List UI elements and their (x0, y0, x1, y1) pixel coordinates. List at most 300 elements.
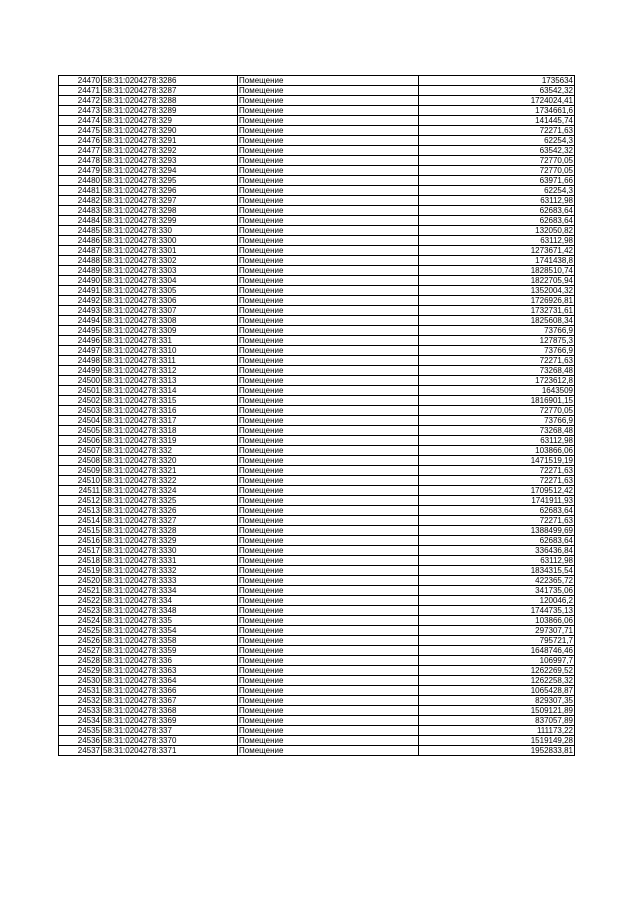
cadastral-number: 58:31:0204278:3348 (102, 606, 238, 616)
object-type: Помещение (238, 446, 419, 456)
cadastral-number: 58:31:0204278:3298 (102, 206, 238, 216)
object-type: Помещение (238, 726, 419, 736)
table-row (59, 126, 575, 136)
cadastral-number: 58:31:0204278:3334 (102, 586, 238, 596)
row-number: 24536 (59, 736, 102, 746)
object-type: Помещение (238, 206, 419, 216)
table-row (59, 466, 575, 476)
cadastral-value: 1834315,54 (419, 566, 575, 576)
cadastral-value: 837057,89 (419, 716, 575, 726)
cadastral-number: 58:31:0204278:3331 (102, 556, 238, 566)
cadastral-value: 1726926,81 (419, 296, 575, 306)
cadastral-value: 422365,72 (419, 576, 575, 586)
table-row (59, 606, 575, 616)
object-type: Помещение (238, 556, 419, 566)
cadastral-number: 58:31:0204278:3318 (102, 426, 238, 436)
cadastral-value: 297307,71 (419, 626, 575, 636)
cadastral-number: 58:31:0204278:332 (102, 446, 238, 456)
cadastral-value: 63542,32 (419, 86, 575, 96)
object-type: Помещение (238, 176, 419, 186)
table-row (59, 616, 575, 626)
cadastral-number: 58:31:0204278:3332 (102, 566, 238, 576)
object-type: Помещение (238, 546, 419, 556)
table-row (59, 526, 575, 536)
table-row (59, 106, 575, 116)
cadastral-number: 58:31:0204278:3288 (102, 96, 238, 106)
row-number: 24517 (59, 546, 102, 556)
object-type: Помещение (238, 496, 419, 506)
row-number: 24510 (59, 476, 102, 486)
object-type: Помещение (238, 516, 419, 526)
row-number: 24486 (59, 236, 102, 246)
row-number: 24514 (59, 516, 102, 526)
table-row (59, 586, 575, 596)
table-row (59, 236, 575, 246)
cadastral-value: 1734661,6 (419, 106, 575, 116)
row-number: 24531 (59, 686, 102, 696)
cadastral-number: 58:31:0204278:337 (102, 726, 238, 736)
object-type: Помещение (238, 606, 419, 616)
row-number: 24473 (59, 106, 102, 116)
table-row (59, 116, 575, 126)
object-type: Помещение (238, 296, 419, 306)
cadastral-number: 58:31:0204278:336 (102, 656, 238, 666)
cadastral-value: 73268,48 (419, 426, 575, 436)
cadastral-value: 141445,74 (419, 116, 575, 126)
table-row (59, 376, 575, 386)
cadastral-number: 58:31:0204278:3309 (102, 326, 238, 336)
object-type: Помещение (238, 616, 419, 626)
cadastral-number: 58:31:0204278:3321 (102, 466, 238, 476)
cadastral-number: 58:31:0204278:3320 (102, 456, 238, 466)
object-type: Помещение (238, 416, 419, 426)
row-number: 24502 (59, 396, 102, 406)
cadastral-number: 58:31:0204278:3297 (102, 196, 238, 206)
object-type: Помещение (238, 346, 419, 356)
object-type: Помещение (238, 686, 419, 696)
cadastral-number: 58:31:0204278:3324 (102, 486, 238, 496)
cadastral-number: 58:31:0204278:3307 (102, 306, 238, 316)
cadastral-value: 1822705,94 (419, 276, 575, 286)
row-number: 24488 (59, 256, 102, 266)
row-number: 24496 (59, 336, 102, 346)
row-number: 24530 (59, 676, 102, 686)
cadastral-number: 58:31:0204278:3303 (102, 266, 238, 276)
table-row (59, 256, 575, 266)
table-row (59, 736, 575, 746)
cadastral-value: 72271,63 (419, 476, 575, 486)
cadastral-number: 58:31:0204278:3304 (102, 276, 238, 286)
object-type: Помещение (238, 466, 419, 476)
table-row (59, 366, 575, 376)
row-number: 24512 (59, 496, 102, 506)
cadastral-value: 132050,82 (419, 226, 575, 236)
table-row (59, 266, 575, 276)
cadastral-number: 58:31:0204278:3329 (102, 536, 238, 546)
table-row (59, 666, 575, 676)
table-row (59, 596, 575, 606)
cadastral-value: 1648746,46 (419, 646, 575, 656)
row-number: 24509 (59, 466, 102, 476)
object-type: Помещение (238, 646, 419, 656)
cadastral-number: 58:31:0204278:3316 (102, 406, 238, 416)
object-type: Помещение (238, 256, 419, 266)
cadastral-value: 63112,98 (419, 196, 575, 206)
row-number: 24489 (59, 266, 102, 276)
object-type: Помещение (238, 76, 419, 86)
row-number: 24533 (59, 706, 102, 716)
object-type: Помещение (238, 386, 419, 396)
cadastral-value: 73766,9 (419, 346, 575, 356)
object-type: Помещение (238, 136, 419, 146)
cadastral-table (58, 75, 575, 756)
row-number: 24478 (59, 156, 102, 166)
row-number: 24506 (59, 436, 102, 446)
row-number: 24494 (59, 316, 102, 326)
table-row (59, 516, 575, 526)
cadastral-value: 1724024,41 (419, 96, 575, 106)
row-number: 24471 (59, 86, 102, 96)
row-number: 24497 (59, 346, 102, 356)
row-number: 24498 (59, 356, 102, 366)
table-row (59, 76, 575, 86)
cadastral-value: 1471519,19 (419, 456, 575, 466)
table-row (59, 706, 575, 716)
cadastral-value: 1643509 (419, 386, 575, 396)
cadastral-number: 58:31:0204278:3358 (102, 636, 238, 646)
row-number: 24529 (59, 666, 102, 676)
cadastral-number: 58:31:0204278:3367 (102, 696, 238, 706)
cadastral-number: 58:31:0204278:3314 (102, 386, 238, 396)
object-type: Помещение (238, 306, 419, 316)
row-number: 24525 (59, 626, 102, 636)
object-type: Помещение (238, 166, 419, 176)
cadastral-number: 58:31:0204278:3287 (102, 86, 238, 96)
table-row (59, 646, 575, 656)
row-number: 24492 (59, 296, 102, 306)
table-row (59, 356, 575, 366)
table-row (59, 436, 575, 446)
row-number: 24485 (59, 226, 102, 236)
row-number: 24476 (59, 136, 102, 146)
row-number: 24511 (59, 486, 102, 496)
cadastral-value: 72770,05 (419, 156, 575, 166)
cadastral-number: 58:31:0204278:3286 (102, 76, 238, 86)
row-number: 24513 (59, 506, 102, 516)
table-row (59, 296, 575, 306)
cadastral-number: 58:31:0204278:3296 (102, 186, 238, 196)
row-number: 24505 (59, 426, 102, 436)
cadastral-value: 103866,06 (419, 446, 575, 456)
table-row (59, 196, 575, 206)
cadastral-value: 1723612,8 (419, 376, 575, 386)
cadastral-value: 1741438,8 (419, 256, 575, 266)
cadastral-number: 58:31:0204278:3363 (102, 666, 238, 676)
row-number: 24487 (59, 246, 102, 256)
cadastral-value: 62683,64 (419, 216, 575, 226)
table-row (59, 416, 575, 426)
cadastral-value: 106997,7 (419, 656, 575, 666)
cadastral-number: 58:31:0204278:3312 (102, 366, 238, 376)
object-type: Помещение (238, 436, 419, 446)
row-number: 24490 (59, 276, 102, 286)
object-type: Помещение (238, 676, 419, 686)
row-number: 24477 (59, 146, 102, 156)
table-row (59, 726, 575, 736)
object-type: Помещение (238, 186, 419, 196)
object-type: Помещение (238, 696, 419, 706)
table-row (59, 486, 575, 496)
cadastral-value: 62683,64 (419, 206, 575, 216)
cadastral-number: 58:31:0204278:3308 (102, 316, 238, 326)
cadastral-number: 58:31:0204278:3371 (102, 746, 238, 756)
table-row (59, 146, 575, 156)
cadastral-value: 111173,22 (419, 726, 575, 736)
object-type: Помещение (238, 636, 419, 646)
row-number: 24482 (59, 196, 102, 206)
cadastral-value: 103866,06 (419, 616, 575, 626)
cadastral-number: 58:31:0204278:3370 (102, 736, 238, 746)
cadastral-value: 120046,2 (419, 596, 575, 606)
object-type: Помещение (238, 86, 419, 96)
table-row (59, 546, 575, 556)
cadastral-value: 73766,9 (419, 326, 575, 336)
cadastral-number: 58:31:0204278:331 (102, 336, 238, 346)
table-row (59, 306, 575, 316)
table-row (59, 156, 575, 166)
object-type: Помещение (238, 506, 419, 516)
cadastral-value: 62254,3 (419, 186, 575, 196)
cadastral-value: 1952833,81 (419, 746, 575, 756)
object-type: Помещение (238, 196, 419, 206)
row-number: 24519 (59, 566, 102, 576)
object-type: Помещение (238, 526, 419, 536)
cadastral-number: 58:31:0204278:3301 (102, 246, 238, 256)
cadastral-number: 58:31:0204278:329 (102, 116, 238, 126)
cadastral-number: 58:31:0204278:3315 (102, 396, 238, 406)
cadastral-value: 62254,3 (419, 136, 575, 146)
object-type: Помещение (238, 596, 419, 606)
cadastral-number: 58:31:0204278:3305 (102, 286, 238, 296)
table-row (59, 406, 575, 416)
cadastral-value: 72770,05 (419, 166, 575, 176)
row-number: 24532 (59, 696, 102, 706)
cadastral-number: 58:31:0204278:3293 (102, 156, 238, 166)
cadastral-number: 58:31:0204278:3306 (102, 296, 238, 306)
row-number: 24507 (59, 446, 102, 456)
cadastral-value: 127875,3 (419, 336, 575, 346)
row-number: 24520 (59, 576, 102, 586)
object-type: Помещение (238, 476, 419, 486)
row-number: 24503 (59, 406, 102, 416)
object-type: Помещение (238, 396, 419, 406)
row-number: 24475 (59, 126, 102, 136)
table-row (59, 176, 575, 186)
table-row (59, 396, 575, 406)
cadastral-number: 58:31:0204278:3299 (102, 216, 238, 226)
row-number: 24534 (59, 716, 102, 726)
table-row (59, 166, 575, 176)
object-type: Помещение (238, 116, 419, 126)
row-number: 24522 (59, 596, 102, 606)
cadastral-number: 58:31:0204278:3300 (102, 236, 238, 246)
row-number: 24483 (59, 206, 102, 216)
row-number: 24474 (59, 116, 102, 126)
table-row (59, 656, 575, 666)
object-type: Помещение (238, 226, 419, 236)
cadastral-value: 1273671,42 (419, 246, 575, 256)
row-number: 24470 (59, 76, 102, 86)
cadastral-number: 58:31:0204278:3354 (102, 626, 238, 636)
table-row (59, 326, 575, 336)
table-row (59, 636, 575, 646)
cadastral-number: 58:31:0204278:3291 (102, 136, 238, 146)
cadastral-value: 72271,63 (419, 466, 575, 476)
object-type: Помещение (238, 156, 419, 166)
table-row (59, 216, 575, 226)
cadastral-value: 1828510,74 (419, 266, 575, 276)
cadastral-number: 58:31:0204278:3289 (102, 106, 238, 116)
cadastral-value: 1744735,13 (419, 606, 575, 616)
object-type: Помещение (238, 366, 419, 376)
row-number: 24526 (59, 636, 102, 646)
row-number: 24504 (59, 416, 102, 426)
cadastral-value: 72271,63 (419, 356, 575, 366)
cadastral-value: 72271,63 (419, 516, 575, 526)
cadastral-value: 795721,7 (419, 636, 575, 646)
cadastral-number: 58:31:0204278:3302 (102, 256, 238, 266)
table-row (59, 346, 575, 356)
cadastral-value: 63112,98 (419, 556, 575, 566)
object-type: Помещение (238, 536, 419, 546)
row-number: 24508 (59, 456, 102, 466)
table-row (59, 446, 575, 456)
row-number: 24515 (59, 526, 102, 536)
row-number: 24479 (59, 166, 102, 176)
table-row (59, 286, 575, 296)
object-type: Помещение (238, 716, 419, 726)
table-row (59, 136, 575, 146)
row-number: 24491 (59, 286, 102, 296)
cadastral-number: 58:31:0204278:330 (102, 226, 238, 236)
cadastral-value: 1732731,61 (419, 306, 575, 316)
table-row (59, 576, 575, 586)
cadastral-value: 1825608,34 (419, 316, 575, 326)
row-number: 24524 (59, 616, 102, 626)
cadastral-number: 58:31:0204278:3325 (102, 496, 238, 506)
table-row (59, 186, 575, 196)
cadastral-value: 63112,98 (419, 236, 575, 246)
table-row (59, 206, 575, 216)
cadastral-value: 62683,64 (419, 536, 575, 546)
table-row (59, 746, 575, 756)
cadastral-value: 63542,32 (419, 146, 575, 156)
cadastral-number: 58:31:0204278:3295 (102, 176, 238, 186)
row-number: 24501 (59, 386, 102, 396)
cadastral-value: 63112,98 (419, 436, 575, 446)
cadastral-value: 62683,64 (419, 506, 575, 516)
cadastral-number: 58:31:0204278:3290 (102, 126, 238, 136)
cadastral-value: 1352004,32 (419, 286, 575, 296)
object-type: Помещение (238, 236, 419, 246)
object-type: Помещение (238, 576, 419, 586)
table-row (59, 716, 575, 726)
object-type: Помещение (238, 746, 419, 756)
table-row (59, 536, 575, 546)
row-number: 24535 (59, 726, 102, 736)
cadastral-value: 341735,06 (419, 586, 575, 596)
object-type: Помещение (238, 326, 419, 336)
table-row (59, 96, 575, 106)
cadastral-value: 63971,66 (419, 176, 575, 186)
object-type: Помещение (238, 266, 419, 276)
cadastral-number: 58:31:0204278:3317 (102, 416, 238, 426)
cadastral-number: 58:31:0204278:3368 (102, 706, 238, 716)
table-row (59, 506, 575, 516)
row-number: 24523 (59, 606, 102, 616)
table-row (59, 676, 575, 686)
object-type: Помещение (238, 736, 419, 746)
cadastral-value: 829307,35 (419, 696, 575, 706)
table-row (59, 626, 575, 636)
object-type: Помещение (238, 626, 419, 636)
cadastral-value: 1816901,15 (419, 396, 575, 406)
cadastral-value: 1509121,89 (419, 706, 575, 716)
object-type: Помещение (238, 106, 419, 116)
cadastral-number: 58:31:0204278:3292 (102, 146, 238, 156)
object-type: Помещение (238, 406, 419, 416)
cadastral-value: 1735634 (419, 76, 575, 86)
cadastral-number: 58:31:0204278:3311 (102, 356, 238, 366)
row-number: 24472 (59, 96, 102, 106)
row-number: 24537 (59, 746, 102, 756)
cadastral-value: 1262258,32 (419, 676, 575, 686)
cadastral-value: 1709512,42 (419, 486, 575, 496)
table-row (59, 86, 575, 96)
table-row (59, 226, 575, 236)
row-number: 24528 (59, 656, 102, 666)
object-type: Помещение (238, 276, 419, 286)
row-number: 24480 (59, 176, 102, 186)
object-type: Помещение (238, 706, 419, 716)
row-number: 24481 (59, 186, 102, 196)
table-row (59, 336, 575, 346)
table-row (59, 276, 575, 286)
cadastral-number: 58:31:0204278:3366 (102, 686, 238, 696)
row-number: 24499 (59, 366, 102, 376)
table-row (59, 426, 575, 436)
cadastral-number: 58:31:0204278:3327 (102, 516, 238, 526)
cadastral-number: 58:31:0204278:335 (102, 616, 238, 626)
table-row (59, 566, 575, 576)
cadastral-value: 73268,48 (419, 366, 575, 376)
table-row (59, 496, 575, 506)
object-type: Помещение (238, 666, 419, 676)
cadastral-number: 58:31:0204278:3326 (102, 506, 238, 516)
row-number: 24516 (59, 536, 102, 546)
cadastral-value: 73766,9 (419, 416, 575, 426)
row-number: 24527 (59, 646, 102, 656)
table-row (59, 696, 575, 706)
cadastral-number: 58:31:0204278:3322 (102, 476, 238, 486)
cadastral-number: 58:31:0204278:3328 (102, 526, 238, 536)
object-type: Помещение (238, 456, 419, 466)
cadastral-number: 58:31:0204278:3294 (102, 166, 238, 176)
object-type: Помещение (238, 426, 419, 436)
object-type: Помещение (238, 586, 419, 596)
row-number: 24484 (59, 216, 102, 226)
table-row (59, 386, 575, 396)
